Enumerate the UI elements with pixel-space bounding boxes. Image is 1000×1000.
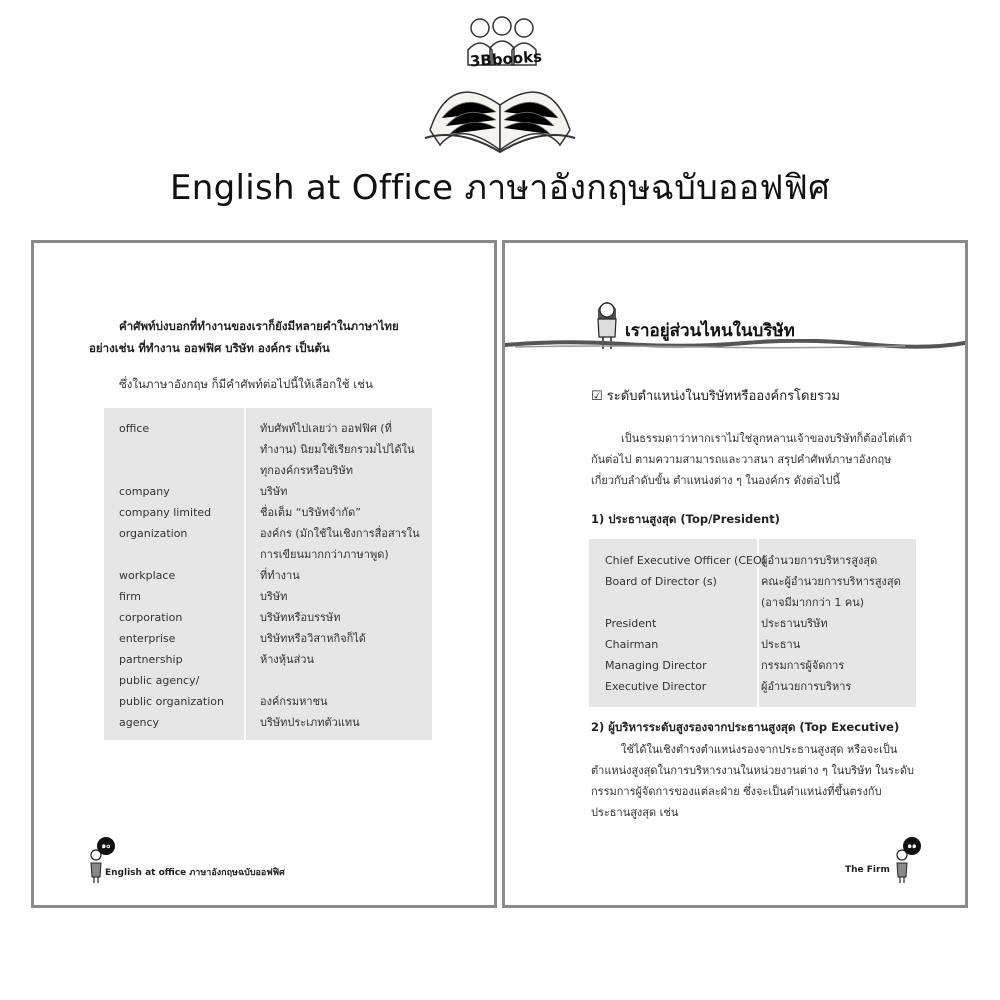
- right-paragraph-2: [591, 739, 916, 823]
- vocab-en: organization: [119, 527, 188, 540]
- positions-table: [589, 539, 916, 707]
- vocab-th: บริษัท: [260, 590, 288, 603]
- intro-line-1: คำศัพท์บ่งบอกที่ทำงานของเราก็ยังมีหลายคำในภาษาไทย: [119, 319, 399, 333]
- vocab-th: องค์กรมหาชน: [260, 695, 328, 708]
- page-title: English at Office ภาษาอังกฤษฉบับออฟฟิศ: [169, 168, 831, 208]
- vocab-th: บริษัทหรือบรรษัท: [260, 611, 341, 624]
- position-th: กรรมการผู้จัดการ: [761, 659, 845, 672]
- right-paragraph-1: [591, 428, 913, 491]
- para1-rest: กันต่อไป ตามความสามารถและวาสนา สรุปคำศัพท์ภาษาอังกฤษเกี่ยวกับลำดับขั้น ตำแหน่งต่าง ๆ ในองค์กร ดังต่อไปนี้: [591, 453, 892, 487]
- intro-line-2: อย่างเช่น ที่ทำงาน ออฟฟิศ บริษัท องค์กร เป็นต้น: [89, 341, 330, 355]
- para1-line-1: เป็นธรรมดาว่าหากเราไม่ใช่ลูกหลานเจ้าของบริษัทก็ต้องไต่เต้า: [621, 432, 913, 445]
- footer-label: English at office ภาษาอังกฤษฉบับออฟฟิศ: [105, 868, 285, 878]
- person-icon: [895, 849, 909, 883]
- person-icon: [89, 849, 103, 883]
- brush-stroke-divider: [505, 339, 965, 351]
- position-th: ผู้อำนวยการบริหาร: [761, 680, 852, 693]
- position-th: ผู้อำนวยการบริหารสูงสุด: [761, 554, 878, 567]
- vocab-th: บริษัทหรือวิสาหกิจก็ได้: [260, 632, 366, 645]
- checkbox-icon: ☑: [591, 389, 603, 404]
- vocab-th: บริษัทประเภทตัวแทน: [260, 716, 360, 729]
- para2-line-1: ใช้ได้ในเชิงตำรงตำแหน่งรองจากประธานสูงสุด หรือจะเป็น: [621, 743, 898, 756]
- logo-text: 3Bbooks: [469, 47, 543, 71]
- position-en: Board of Director (s): [605, 575, 717, 588]
- vocab-th: องค์กร (มักใช้ในเชิงการสื่อสารในการเขียนมากกว่าภาษาพูด): [260, 527, 420, 561]
- page-number-badge: ๑๑: [903, 837, 921, 855]
- check-text: ระดับตำแหน่งในบริษัทหรือองค์กรโดยรวม: [606, 389, 840, 404]
- section-title: เราอยู่ส่วนไหนในบริษัท: [625, 321, 795, 341]
- book-logo-icon: [410, 10, 590, 155]
- vocab-en: partnership: [119, 653, 183, 666]
- vocab-th: ชื่อเต็ม “บริษัทจำกัด”: [260, 506, 361, 519]
- left-page: [31, 240, 497, 908]
- position-en: President: [605, 617, 657, 630]
- vocab-en: corporation: [119, 611, 183, 624]
- left-footer: [89, 837, 329, 885]
- table-divider: [244, 408, 246, 740]
- left-subintro: ซึ่งในภาษาอังกฤษ ก็มีคำศัพท์ต่อไปนี้ให้เลือกใช้ เช่น: [119, 377, 373, 391]
- heading-2: 2) ผู้บริหารระดับสูงรองจากประธานสูงสุด (Top Executive): [591, 720, 900, 734]
- vocab-en: company: [119, 485, 170, 498]
- check-item: [591, 385, 840, 406]
- footer-label: The Firm: [845, 865, 890, 875]
- right-page: [502, 240, 968, 908]
- position-en: Chairman: [605, 638, 659, 651]
- position-en: Executive Director: [605, 680, 707, 693]
- vocab-en: office: [119, 422, 150, 435]
- para2-rest: ตำแหน่งสูงสุดในการบริหารงานในหน่วยงานต่าง ๆ ในบริษัท ในระดับกรรมการผู้จัดการของแต่ละฝ่าย ซึ่งจะเป็นตำแหน่งที่ขึ้นตรงกับประธานสูงสุด เช่น: [591, 764, 914, 819]
- vocab-th: บริษัท: [260, 485, 288, 498]
- right-footer: [835, 837, 935, 885]
- position-en: Chief Executive Officer (CEO): [605, 554, 766, 567]
- position-en: Managing Director: [605, 659, 707, 672]
- vocab-en: firm: [119, 590, 141, 603]
- vocab-en: company limited: [119, 506, 212, 519]
- vocab-en: agency: [119, 716, 160, 729]
- position-th: ประธาน: [761, 638, 801, 651]
- left-intro: [89, 315, 429, 359]
- position-th: คณะผู้อำนวยการบริหารสูงสุด (อาจมีมากกว่า 1 คน): [761, 575, 901, 609]
- vocab-th: ทับศัพท์ไปเลยว่า ออฟฟิศ (ที่ทำงาน) นิยมใช้เรียกรวมไปได้ในทุกองค์กรหรือบริษัท: [260, 422, 415, 477]
- vocab-en: public organization: [119, 695, 224, 708]
- vocab-en: workplace: [119, 569, 176, 582]
- vocab-th: ห้างหุ้นส่วน: [260, 653, 314, 666]
- vocab-table: [104, 408, 432, 740]
- page-number-badge: ๑๐: [97, 837, 115, 855]
- vocab-th: ที่ทำงาน: [260, 569, 300, 582]
- vocab-en: public agency/: [119, 674, 200, 687]
- vocab-en: enterprise: [119, 632, 176, 645]
- position-th: ประธานบริษัท: [761, 617, 828, 630]
- heading-1: 1) ประธานสูงสุด (Top/President): [591, 512, 780, 526]
